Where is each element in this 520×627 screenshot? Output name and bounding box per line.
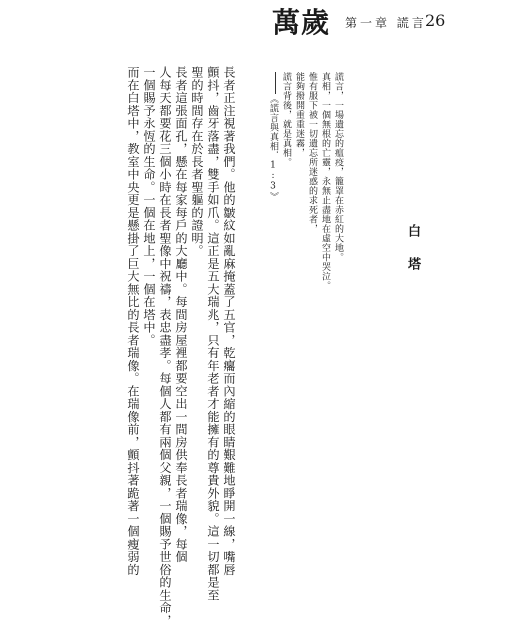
- page-number: 26: [425, 11, 446, 30]
- body-line: 一個賜予永恆的生命。一個在地上，一個在塔中。: [142, 66, 156, 347]
- epigraph-line: 謊言背後，就是真相。: [281, 72, 291, 167]
- page-header: [0, 6, 520, 40]
- body-text: [125, 66, 237, 627]
- section-title: 白塔: [405, 224, 420, 290]
- book-title: 萬歲: [272, 6, 331, 39]
- epigraph-line: 惟有服下被一切遺忘所迷惑的求死者，: [307, 72, 317, 234]
- body-line: 而在白塔中，教室中央更是懸掛了巨大無比的長者瑞像。在瑞像前，顫抖著跪著一個瘦弱的: [126, 66, 140, 576]
- epigraph: [254, 72, 344, 291]
- epigraph-line: 謊言，一場遺忘的瘟疫，籠罩在赤紅的大地。: [333, 72, 343, 262]
- body-line: 聖的時間存在於長者聖軀的證明。: [190, 66, 204, 258]
- body-line: 長者這張面孔，懸在每家每戶的大廳中。每間房屋裡都要空出一間房供奉長者瑞像，每個: [174, 66, 188, 564]
- dash-rule: [275, 72, 276, 94]
- epigraph-line: 真相，一個無根的亡靈，永無止盡地在虛空中哭泣。: [320, 72, 330, 291]
- epigraph-source-text: 《謊言與真相．1:3》: [268, 94, 278, 202]
- body-line: 長者正注視著我們。他的皺紋如亂麻掩蓋了五官，乾癟而內縮的眼睛艱難地睜開一線，嘴唇: [222, 66, 236, 576]
- epigraph-source: [266, 72, 279, 272]
- chapter-heading: 第一章 謊言: [345, 16, 427, 30]
- body-line: 顫抖，齒牙落盡，雙手如爪。這正是五大瑞兆，只有年老者才能擁有的尊貴外貌。這一切都是至: [206, 66, 220, 602]
- epigraph-line: 能夠撥開重重迷霧，: [294, 72, 304, 158]
- body-line: 人每天都要花三個小時在長者聖像中祝禱，表忠盡孝。每個人都有兩個父親，一個賜予世俗的生命，: [158, 66, 172, 627]
